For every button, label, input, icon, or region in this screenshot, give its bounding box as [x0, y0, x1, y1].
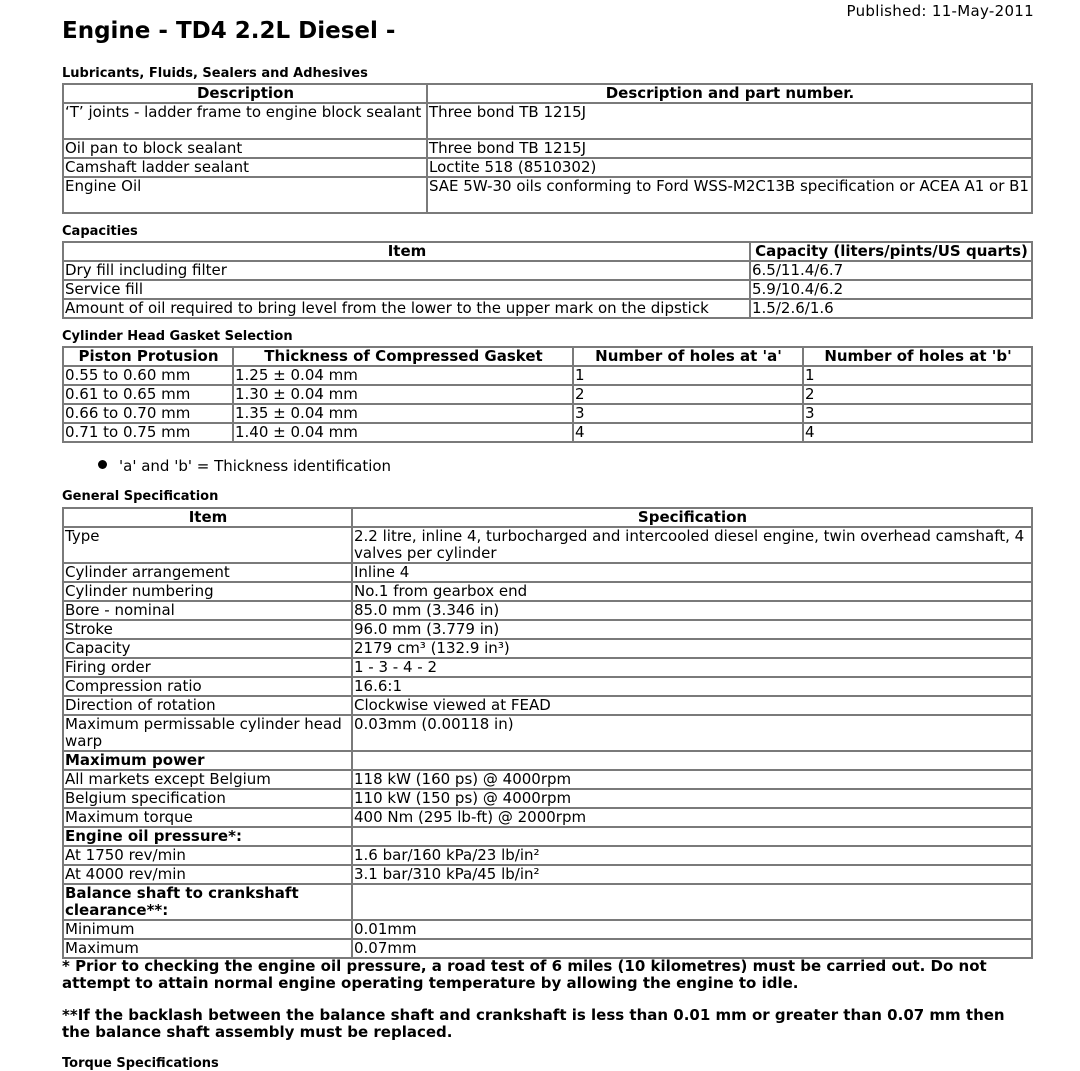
spec-value: 96.0 mm (3.779 in) [352, 620, 1032, 639]
spec-value: 3.1 bar/310 kPa/45 lb/in² [352, 865, 1032, 884]
table-row [63, 846, 1032, 865]
thickness-note [98, 457, 391, 475]
spec-item: Minimum [63, 920, 352, 939]
spec-value: No.1 from gearbox end [352, 582, 1032, 601]
spec-item: Capacity [63, 639, 352, 658]
spec-item: Balance shaft to crankshaft clearance**: [63, 884, 352, 920]
lubricant-part: SAE 5W-30 oils conforming to Ford WSS-M2C13B specification or ACEA A1 or B1 [427, 177, 1032, 213]
table-row [63, 620, 1032, 639]
capacity-item: Dry fill including filter [63, 261, 750, 280]
gasket-header-thickness: Thickness of Compressed Gasket [233, 347, 573, 366]
table-row [63, 658, 1032, 677]
spec-value: Clockwise viewed at FEAD [352, 696, 1032, 715]
gasket-heading: Cylinder Head Gasket Selection [62, 329, 293, 344]
gasket-thickness: 1.35 ± 0.04 mm [233, 404, 573, 423]
spec-item: Compression ratio [63, 677, 352, 696]
general-header-spec: Specification [352, 508, 1032, 527]
spec-item: Maximum [63, 939, 352, 958]
gasket-holes-b: 3 [803, 404, 1032, 423]
capacity-value: 5.9/10.4/6.2 [750, 280, 1032, 299]
table-row [63, 865, 1032, 884]
spec-item: At 4000 rev/min [63, 865, 352, 884]
spec-value: 0.07mm [352, 939, 1032, 958]
lubricants-header-part: Description and part number. [427, 84, 1032, 103]
capacity-item: Amount of oil required to bring level from the lower to the upper mark on the dipstick [63, 299, 750, 318]
gasket-holes-a: 2 [573, 385, 803, 404]
capacity-item: Service fill [63, 280, 750, 299]
table-row [63, 261, 1032, 280]
table-row [63, 280, 1032, 299]
table-row [63, 385, 1032, 404]
general-heading: General Specification [62, 489, 219, 504]
spec-item: Cylinder arrangement [63, 563, 352, 582]
general-header-item: Item [63, 508, 352, 527]
lubricant-item: Camshaft ladder sealant [63, 158, 427, 177]
capacities-header-capacity: Capacity (liters/pints/US quarts) [750, 242, 1032, 261]
spec-value: 110 kW (150 ps) @ 4000rpm [352, 789, 1032, 808]
table-row [63, 770, 1032, 789]
spec-item: Stroke [63, 620, 352, 639]
general-spec-table [62, 507, 1033, 959]
lubricant-part: Three bond TB 1215J [427, 139, 1032, 158]
table-row [63, 677, 1032, 696]
gasket-holes-b: 1 [803, 366, 1032, 385]
capacities-header-item: Item [63, 242, 750, 261]
spec-item: Type [63, 527, 352, 563]
spec-item: All markets except Belgium [63, 770, 352, 789]
spec-value: Inline 4 [352, 563, 1032, 582]
table-row [63, 601, 1032, 620]
lubricant-item: Engine Oil [63, 177, 427, 213]
spec-item: Bore - nominal [63, 601, 352, 620]
page-title: Engine - TD4 2.2L Diesel - [62, 18, 396, 44]
spec-item: Maximum torque [63, 808, 352, 827]
spec-item: Engine oil pressure*: [63, 827, 352, 846]
oil-pressure-note: * Prior to checking the engine oil pressure, a road test of 6 miles (10 kilometres) must be carried out. Do not attempt to attain normal engine operating temperature by allowing the engine to idle. [62, 957, 987, 992]
lubricant-item: Oil pan to block sealant [63, 139, 427, 158]
gasket-header-protrusion: Piston Protusion [63, 347, 233, 366]
spec-value: 400 Nm (295 lb-ft) @ 2000rpm [352, 808, 1032, 827]
gasket-header-holes-a: Number of holes at 'a' [573, 347, 803, 366]
table-row [63, 527, 1032, 563]
gasket-holes-a: 3 [573, 404, 803, 423]
spec-item: Maximum permissable cylinder head warp [63, 715, 352, 751]
table-row [63, 808, 1032, 827]
spec-item: Maximum power [63, 751, 352, 770]
capacity-value: 1.5/2.6/1.6 [750, 299, 1032, 318]
lubricants-header-description: Description [63, 84, 427, 103]
table-row [63, 563, 1032, 582]
spec-value: 2.2 litre, inline 4, turbocharged and intercooled diesel engine, twin overhead camshaft, 4 valves per cylinder [352, 527, 1032, 563]
spec-item: Direction of rotation [63, 696, 352, 715]
table-row [63, 715, 1032, 751]
spec-item: Belgium specification [63, 789, 352, 808]
spec-value: 118 kW (160 ps) @ 4000rpm [352, 770, 1032, 789]
spec-value: 0.01mm [352, 920, 1032, 939]
published-date: Published: 11-May-2011 [846, 2, 1034, 20]
spec-value: 0.03mm (0.00118 in) [352, 715, 1032, 751]
gasket-holes-a: 1 [573, 366, 803, 385]
lubricant-part: Three bond TB 1215J [427, 103, 1032, 139]
table-row [63, 751, 1032, 770]
spec-item: Firing order [63, 658, 352, 677]
table-row [63, 177, 1032, 213]
capacities-table [62, 241, 1033, 319]
capacities-heading: Capacities [62, 224, 138, 239]
spec-value [352, 884, 1032, 920]
table-row [63, 939, 1032, 958]
thickness-note-text: 'a' and 'b' = Thickness identification [119, 457, 392, 475]
gasket-protrusion: 0.71 to 0.75 mm [63, 423, 233, 442]
lubricants-table [62, 83, 1033, 214]
table-row [63, 299, 1032, 318]
spec-value: 1.6 bar/160 kPa/23 lb/in² [352, 846, 1032, 865]
spec-value: 85.0 mm (3.346 in) [352, 601, 1032, 620]
spec-value: 1 - 3 - 4 - 2 [352, 658, 1032, 677]
spec-value: 16.6:1 [352, 677, 1032, 696]
capacity-value: 6.5/11.4/6.7 [750, 261, 1032, 280]
spec-item: Cylinder numbering [63, 582, 352, 601]
table-row [63, 696, 1032, 715]
bullet-icon [98, 460, 107, 469]
gasket-protrusion: 0.61 to 0.65 mm [63, 385, 233, 404]
table-row [63, 423, 1032, 442]
table-row [63, 158, 1032, 177]
table-row [63, 404, 1032, 423]
torque-heading: Torque Specifications [62, 1056, 219, 1071]
gasket-table [62, 346, 1033, 443]
spec-value [352, 827, 1032, 846]
spec-value: 2179 cm³ (132.9 in³) [352, 639, 1032, 658]
table-row [63, 639, 1032, 658]
table-row [63, 366, 1032, 385]
gasket-thickness: 1.40 ± 0.04 mm [233, 423, 573, 442]
gasket-header-holes-b: Number of holes at 'b' [803, 347, 1032, 366]
gasket-protrusion: 0.66 to 0.70 mm [63, 404, 233, 423]
gasket-holes-b: 4 [803, 423, 1032, 442]
table-row [63, 920, 1032, 939]
gasket-holes-b: 2 [803, 385, 1032, 404]
gasket-holes-a: 4 [573, 423, 803, 442]
table-row [63, 582, 1032, 601]
lubricant-item: ‘T’ joints - ladder frame to engine block sealant [63, 103, 427, 139]
table-row [63, 884, 1032, 920]
table-row [63, 827, 1032, 846]
gasket-thickness: 1.25 ± 0.04 mm [233, 366, 573, 385]
table-row [63, 103, 1032, 139]
gasket-protrusion: 0.55 to 0.60 mm [63, 366, 233, 385]
table-row [63, 139, 1032, 158]
backlash-note: **If the backlash between the balance shaft and crankshaft is less than 0.01 mm or greater than 0.07 mm then the balance shaft assembly must be replaced. [62, 1006, 1005, 1041]
lubricants-heading: Lubricants, Fluids, Sealers and Adhesives [62, 66, 368, 81]
lubricant-part: Loctite 518 (8510302) [427, 158, 1032, 177]
spec-value [352, 751, 1032, 770]
table-row [63, 789, 1032, 808]
gasket-thickness: 1.30 ± 0.04 mm [233, 385, 573, 404]
spec-item: At 1750 rev/min [63, 846, 352, 865]
